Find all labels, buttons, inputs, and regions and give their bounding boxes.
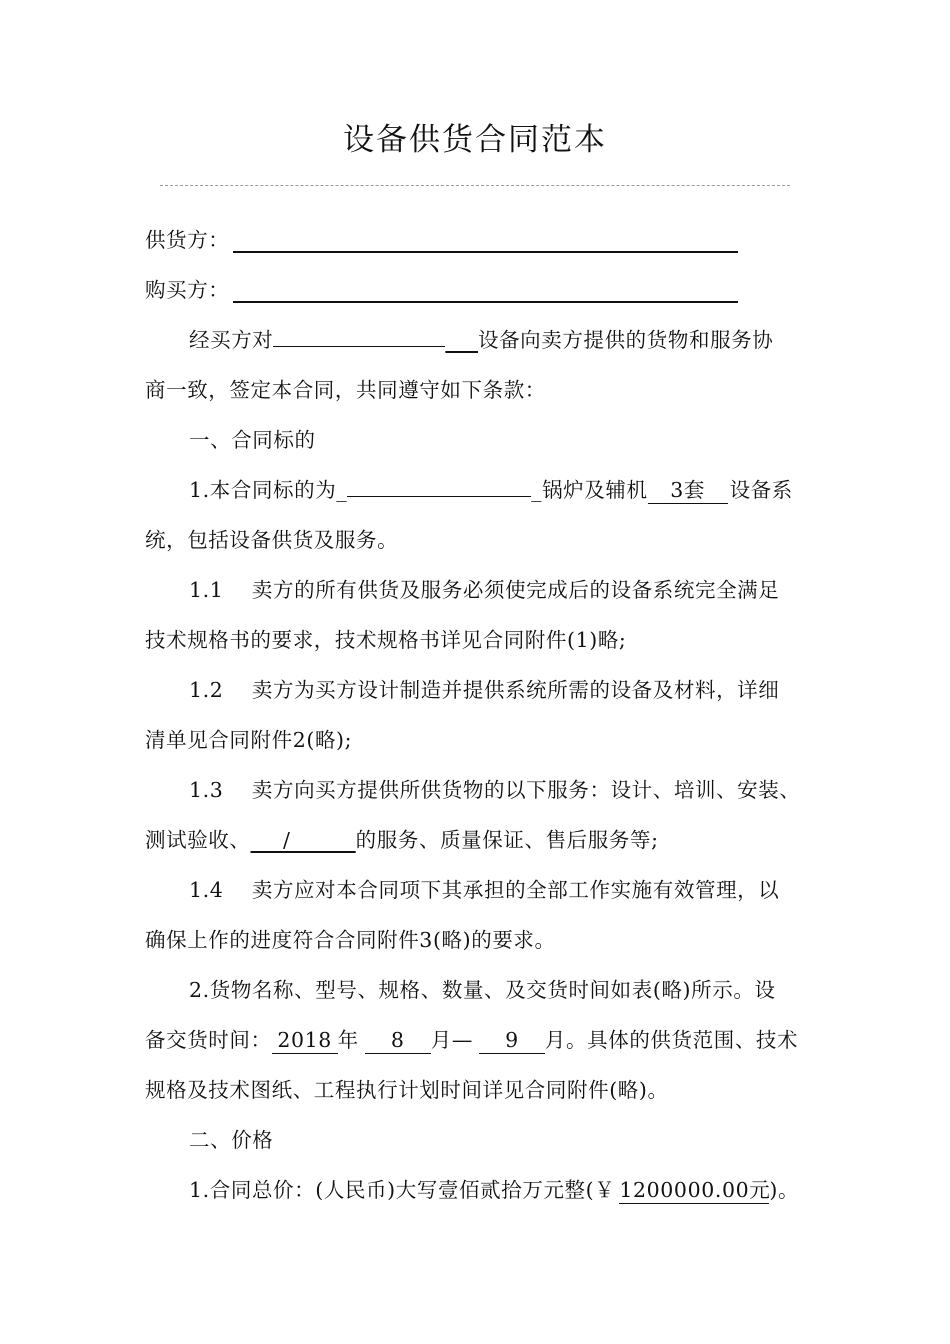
item1-line-2: 统，包括设备供货及服务。 — [145, 528, 399, 552]
item1-1-line-2: 技术规格书的要求，技术规格书详见合同附件(1)略; — [145, 628, 627, 652]
buyer-field[interactable] — [233, 277, 738, 303]
delivery-month-end-field[interactable]: 9 — [479, 1027, 545, 1054]
item2-line-1: 2.货物名称、型号、规格、数量、及交货时间如表(略)所示。设 — [189, 978, 776, 1002]
item1-3-text-b: 的服务、质量保证、售后服务等; — [355, 828, 659, 852]
item1-3-text-a: 测试验收、 — [145, 828, 251, 852]
buyer-label: 购买方： — [145, 278, 230, 302]
price-text-b: )。 — [769, 1178, 800, 1202]
item1-line-1 — [145, 465, 810, 515]
section-heading-1: 一、合同标的 — [189, 428, 316, 452]
item1-2-line-2: 清单见合同附件2(略); — [145, 728, 353, 752]
intro-line-2: 商一致，签定本合同，共同遵守如下条款： — [145, 378, 546, 402]
buyer-line — [145, 265, 810, 315]
item1-2-line-1: 1.2 卖方为买方设计制造并提供系统所需的设备及材料，详细 — [189, 678, 780, 702]
price-text-a: 1.合同总价：(人民币)大写壹佰贰拾万元整(￥ — [189, 1178, 616, 1202]
item1-text-a: 1.本合同标的为_ — [189, 478, 348, 502]
party-block — [145, 215, 810, 315]
item2-line-2 — [145, 1015, 810, 1065]
buyer-item-blank[interactable] — [273, 320, 445, 347]
subject-blank[interactable] — [347, 470, 531, 497]
section-heading-2: 二、价格 — [189, 1128, 274, 1152]
item1-text-c: 设备系 — [729, 478, 793, 502]
price-line — [145, 1165, 810, 1215]
supplier-field[interactable] — [233, 227, 738, 253]
item2-line-3: 规格及技术图纸、工程执行计划时间详见合同附件(略)。 — [145, 1078, 669, 1102]
item1-text-b: _锅炉及辅机 — [531, 478, 648, 502]
service-blank[interactable]: ___/______ — [250, 828, 356, 852]
year-unit: 年 — [337, 1028, 359, 1052]
item1-3-line-1: 1.3 卖方向买方提供所供货物的以下服务：设计、培训、安装、 — [189, 778, 801, 802]
delivery-year-field[interactable]: 2018 — [272, 1027, 338, 1054]
intro-text-a: 经买方对 — [189, 328, 274, 352]
item1-4-line-1: 1.4 卖方应对本合同项下其承担的全部工作实施有效管理，以 — [189, 878, 780, 902]
item1-3-line-2 — [145, 815, 810, 865]
intro-blank-tail: ___ — [445, 328, 478, 352]
delivery-month-start-field[interactable]: 8 — [365, 1027, 431, 1054]
item2-text-b: 月。具体的供货范围、技术 — [544, 1028, 799, 1052]
month-dash: 月— — [430, 1028, 473, 1052]
price-amount-field[interactable]: 1200000.00元 — [619, 1178, 771, 1202]
intro-line-1 — [145, 315, 810, 365]
supplier-line — [145, 215, 810, 265]
intro-text-b: 设备向卖方提供的货物和服务协 — [477, 328, 774, 352]
title-divider — [160, 185, 790, 186]
document-title: 设备供货合同范本 — [343, 122, 607, 158]
item1-1-line-1: 1.1 卖方的所有供货及服务必须使完成后的设备系统完全满足 — [189, 578, 780, 602]
delivery-label: 备交货时间： — [145, 1028, 272, 1052]
contract-body — [145, 315, 810, 1215]
quantity-field[interactable]: 3套 — [648, 477, 728, 504]
item1-4-line-2: 确保上作的进度符合合同附件3(略)的要求。 — [145, 928, 556, 952]
supplier-label: 供货方： — [145, 228, 230, 252]
